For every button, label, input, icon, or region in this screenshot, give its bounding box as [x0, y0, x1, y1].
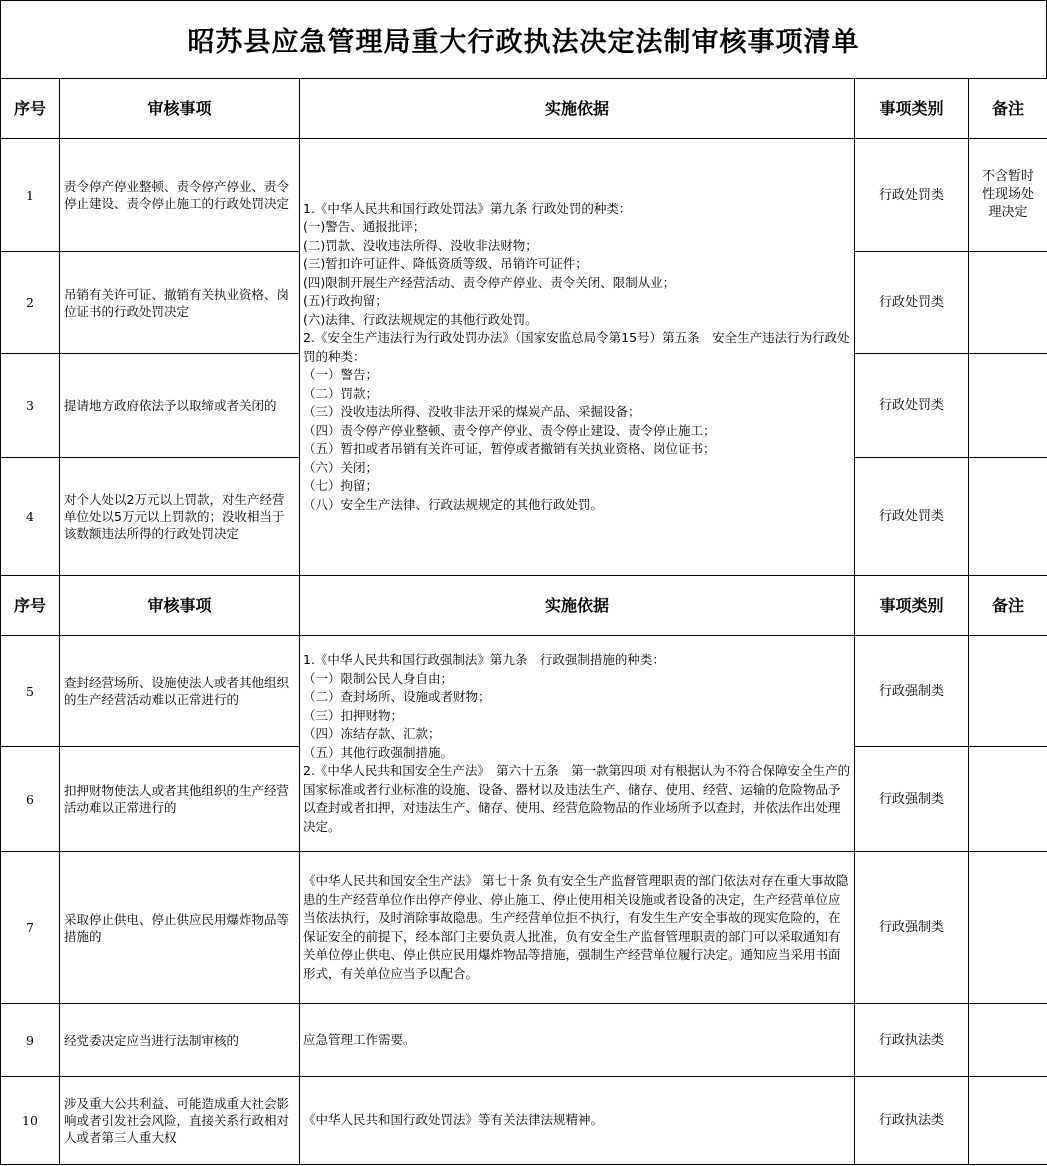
row-category: 行政处罚类	[855, 354, 969, 458]
header-item: 审核事项	[60, 79, 300, 139]
basis-line: （五）暂扣或者吊销有关许可证，暂停或者撤销有关执业资格、岗位证书；	[303, 441, 716, 457]
row-seq: 9	[1, 1004, 60, 1077]
row-category: 行政执法类	[855, 1077, 969, 1165]
row-note	[969, 458, 1047, 576]
basis-line: （三）没收违法所得、没收非法开采的煤炭产品、采掘设备；	[303, 404, 641, 420]
row-note	[969, 1077, 1047, 1165]
row-category: 行政强制类	[855, 852, 969, 1004]
row-note	[969, 852, 1047, 1004]
table-row	[1, 1004, 1047, 1077]
basis-line: （七）拘留；	[303, 478, 379, 494]
table-row	[1, 1077, 1047, 1165]
header-note: 备注	[969, 576, 1047, 636]
header-basis: 实施依据	[300, 576, 855, 636]
basis-line: （一）限制公民人身自由；	[303, 670, 454, 686]
row-note	[969, 252, 1047, 354]
row-category: 行政执法类	[855, 1004, 969, 1077]
basis-line: （五）其他行政强制措施。	[303, 744, 454, 760]
row-item: 扣押财物使法人或者其他组织的生产经营活动难以正常进行的	[60, 747, 300, 852]
row-item: 提请地方政府依法予以取缔或者关闭的	[60, 354, 300, 458]
row-seq: 6	[1, 747, 60, 852]
header-row	[1, 576, 1047, 636]
basis-line: (五)行政拘留；	[303, 293, 388, 309]
row-seq: 10	[1, 1077, 60, 1165]
header-note: 备注	[969, 79, 1047, 139]
basis-line: 2.《安全生产违法行为行政处罚办法》（国家安监总局令第15号）第五条 安全生产违法行为行政处罚的种类：	[303, 330, 850, 364]
basis-line: 1.《中华人民共和国行政强制法》第九条 行政强制措施的种类：	[303, 652, 665, 667]
row-category: 行政强制类	[855, 636, 969, 747]
row-note	[969, 636, 1047, 747]
basis-line: （六）关闭；	[303, 459, 379, 475]
row-seq: 5	[1, 636, 60, 747]
basis-line: （四）责令停产停业整顿、责令停产停业、责令停止建设、责令停止施工；	[303, 422, 716, 438]
row-note	[969, 1004, 1047, 1077]
basis-line: （二）罚款；	[303, 385, 379, 401]
header-category: 事项类别	[855, 576, 969, 636]
row-item: 责令停产停业整顿、责令停产停业、责令停止建设、责令停止施工的行政处罚决定	[60, 139, 300, 252]
row-item: 对个人处以2万元以上罚款，对生产经营单位处以5万元以上罚款的；没收相当于该数额违法所得的行政处罚决定	[60, 458, 300, 576]
row-seq: 4	[1, 458, 60, 576]
header-seq: 序号	[1, 576, 60, 636]
basis-line: 1.《中华人民共和国行政处罚法》第九条 行政处罚的种类：	[303, 200, 632, 216]
row-seq: 2	[1, 252, 60, 354]
basis-line: （三）扣押财物；	[303, 707, 404, 723]
row-seq: 7	[1, 852, 60, 1004]
header-basis: 实施依据	[300, 79, 855, 139]
header-category: 事项类别	[855, 79, 969, 139]
row-basis: 《中华人民共和国行政处罚法》等有关法律法规精神。	[300, 1077, 855, 1165]
row-basis: 《中华人民共和国安全生产法》 第七十条 负有安全生产监督管理职责的部门依法对存在重大事故隐患的生产经营单位作出停产停业、停止施工、停止使用相关设施或者设备的决定，生产经营单位应当依法执行，及时消除事故隐患。生产经营单位拒不执行，有发生生产安全事故的现实危险的，在保证安全的前提下，经本部门主要负责人批准，负有安全生产监督管理职责的部门可以采取通知有关单位停止供电、停止供应民用爆炸物品等措施，强制生产经营单位履行决定。通知应当采用书面形式，有关单位应当予以配合。	[300, 852, 855, 1004]
row-category: 行政强制类	[855, 747, 969, 852]
row-item: 经党委决定应当进行法制审核的	[60, 1004, 300, 1077]
basis-line: （八）安全生产法律、行政法规规定的其他行政处罚。	[303, 496, 604, 512]
row-item: 查封经营场所、设施使法人或者其他组织的生产经营活动难以正常进行的	[60, 636, 300, 747]
basis-line: （一）警告；	[303, 367, 379, 383]
review-items-table	[0, 78, 1047, 1165]
basis-line: 2.《中华人民共和国安全生产法》 第六十五条 第一款第四项 对有根据认为不符合保障安全生产的国家标准或者行业标准的设施、设备、器材以及违法生产、储存、使用、经营、运输的危险物品予以查封或者扣押，对违法生产、储存、使用、经营危险物品的作业场所予以查封，并依法作出处理决定。	[303, 763, 851, 834]
row-item: 采取停止供电、停止供应民用爆炸物品等措施的	[60, 852, 300, 1004]
row-seq: 1	[1, 139, 60, 252]
row-note: 不含暂时性现场处理决定	[969, 139, 1047, 252]
basis-line: （四）冻结存款、汇款；	[303, 726, 441, 741]
header-item: 审核事项	[60, 576, 300, 636]
page-title: 昭苏县应急管理局重大行政执法决定法制审核事项清单	[0, 0, 1047, 78]
table-row	[1, 636, 1047, 747]
row-item: 吊销有关许可证、撤销有关执业资格、岗位证书的行政处罚决定	[60, 252, 300, 354]
table-row	[1, 852, 1047, 1004]
basis-line: (一)警告、通报批评；	[303, 219, 426, 235]
row-note	[969, 354, 1047, 458]
row-category: 行政处罚类	[855, 139, 969, 252]
header-row	[1, 79, 1047, 139]
row-seq: 3	[1, 354, 60, 458]
row-basis: 应急管理工作需要。	[300, 1004, 855, 1077]
table-row	[1, 139, 1047, 252]
basis-line: （二）查封场所、设施或者财物；	[303, 689, 491, 704]
basis-line: (三)暂扣许可证件、降低资质等级、吊销许可证件；	[303, 256, 588, 272]
row-item: 涉及重大公共利益、可能造成重大社会影响或者引发社会风险，直接关系行政相对人或者第三人重大权	[60, 1077, 300, 1165]
row-category: 行政处罚类	[855, 252, 969, 354]
row-basis	[300, 139, 855, 576]
row-category: 行政处罚类	[855, 458, 969, 576]
row-note	[969, 747, 1047, 852]
basis-line: (四)限制开展生产经营活动、责令停产停业、责令关闭、限制从业；	[303, 274, 676, 290]
row-basis	[300, 636, 855, 852]
header-seq: 序号	[1, 79, 60, 139]
basis-line: (二)罚款、没收违法所得、没收非法财物；	[303, 237, 538, 253]
basis-line: (六)法律、行政法规规定的其他行政处罚。	[303, 311, 538, 327]
